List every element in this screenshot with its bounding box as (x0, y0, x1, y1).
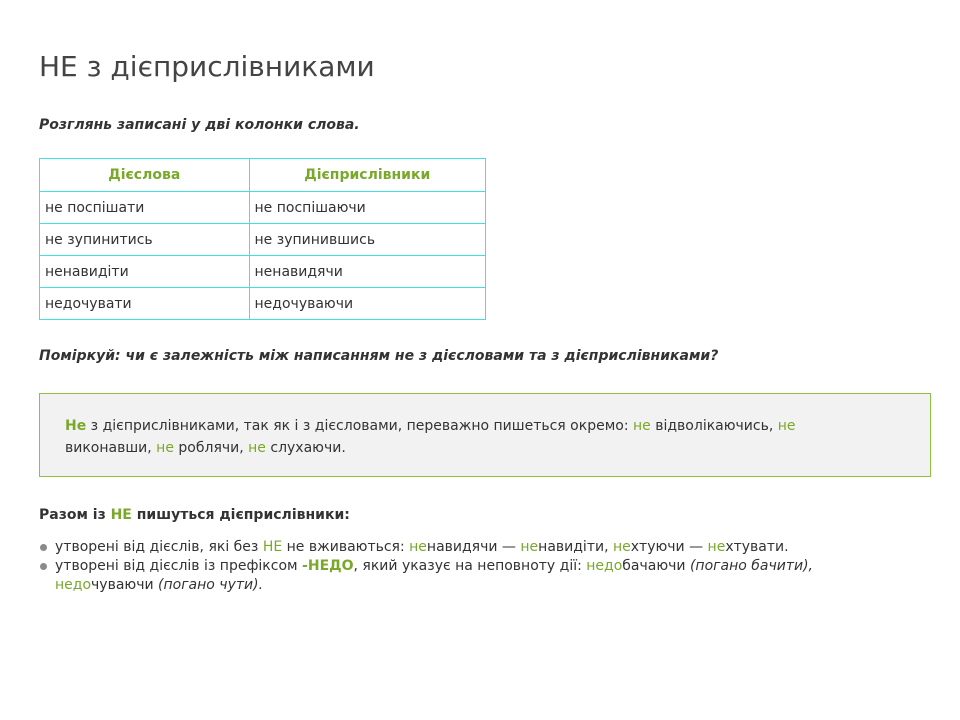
words-table (39, 158, 486, 320)
highlight-prefix: -НЕДО (302, 558, 354, 574)
column-header-adverbial-participles: Дієприслівники (249, 159, 485, 192)
table-row (40, 288, 486, 320)
list-item (39, 538, 899, 557)
rule-fragment: виконавши, (65, 440, 157, 456)
rule-fragment: слухаючи. (265, 440, 346, 456)
bullet-icon (40, 544, 47, 551)
highlight-ne: не (707, 539, 726, 555)
list-note: (погано чути). (158, 577, 264, 593)
list-fragment: не вживаються: (282, 539, 410, 555)
bullet-icon (40, 563, 47, 570)
section-lead (39, 507, 350, 523)
table-cell: не поспішати (40, 192, 250, 224)
highlight-ne: НЕ (110, 507, 132, 523)
list-fragment: бачаючи (622, 558, 690, 574)
page-title: НЕ з дієприслівниками (39, 50, 375, 83)
list-fragment: навидіти, (538, 539, 613, 555)
intro-instruction: Розглянь записані у дві колонки слова. (39, 117, 360, 133)
table-cell: не зупинившись (249, 224, 485, 256)
list-fragment: , який указує на неповноту дії: (353, 558, 587, 574)
highlight-ne: не (520, 539, 539, 555)
lead-fragment: пишуться дієприслівники: (131, 507, 350, 523)
highlight-ne: не (612, 539, 631, 555)
table-cell: ненавидіти (40, 256, 250, 288)
list-fragment: навидячи — (426, 539, 521, 555)
table-cell: недочуваючи (249, 288, 485, 320)
table-cell: ненавидячи (249, 256, 485, 288)
table-header-row (40, 159, 486, 192)
highlight-ne: не (156, 440, 174, 456)
rules-list (39, 538, 899, 595)
list-fragment: хтуючи — (630, 539, 708, 555)
highlight-nedo: недо (55, 577, 92, 593)
reflection-question: Поміркуй: чи є залежність між написанням не з дієсловами та з дієприслівниками? (39, 348, 719, 364)
rule-fragment: роблячи, (173, 440, 249, 456)
column-header-verbs: Дієслова (40, 159, 250, 192)
list-item (39, 557, 899, 595)
list-fragment: утворені від дієслів, які без (55, 539, 263, 555)
list-note: (погано бачити), (689, 558, 814, 574)
list-fragment: чуваючи (91, 577, 159, 593)
list-fragment: утворені від дієслів із префіксом (55, 558, 303, 574)
table-cell: не зупинитись (40, 224, 250, 256)
table-row (40, 224, 486, 256)
list-fragment: хтувати. (725, 539, 789, 555)
table-row (40, 256, 486, 288)
highlight-ne: не (633, 418, 651, 434)
table-cell: недочувати (40, 288, 250, 320)
highlight-ne: не (777, 418, 796, 434)
rule-fragment: відволікаючись, (650, 418, 778, 434)
rule-text (65, 415, 845, 459)
lead-fragment: Разом із (39, 507, 111, 523)
highlight-ne: не (248, 440, 266, 456)
highlight-ne: НЕ (262, 539, 283, 555)
highlight-ne: не (409, 539, 427, 555)
table-cell: не поспішаючи (249, 192, 485, 224)
rule-fragment: з дієприслівниками, так як і з дієсловами, переважно пишеться окремо: (86, 418, 633, 434)
table-row (40, 192, 486, 224)
highlight-ne: Не (65, 418, 87, 434)
highlight-nedo: недо (586, 558, 623, 574)
rule-box (39, 393, 931, 477)
